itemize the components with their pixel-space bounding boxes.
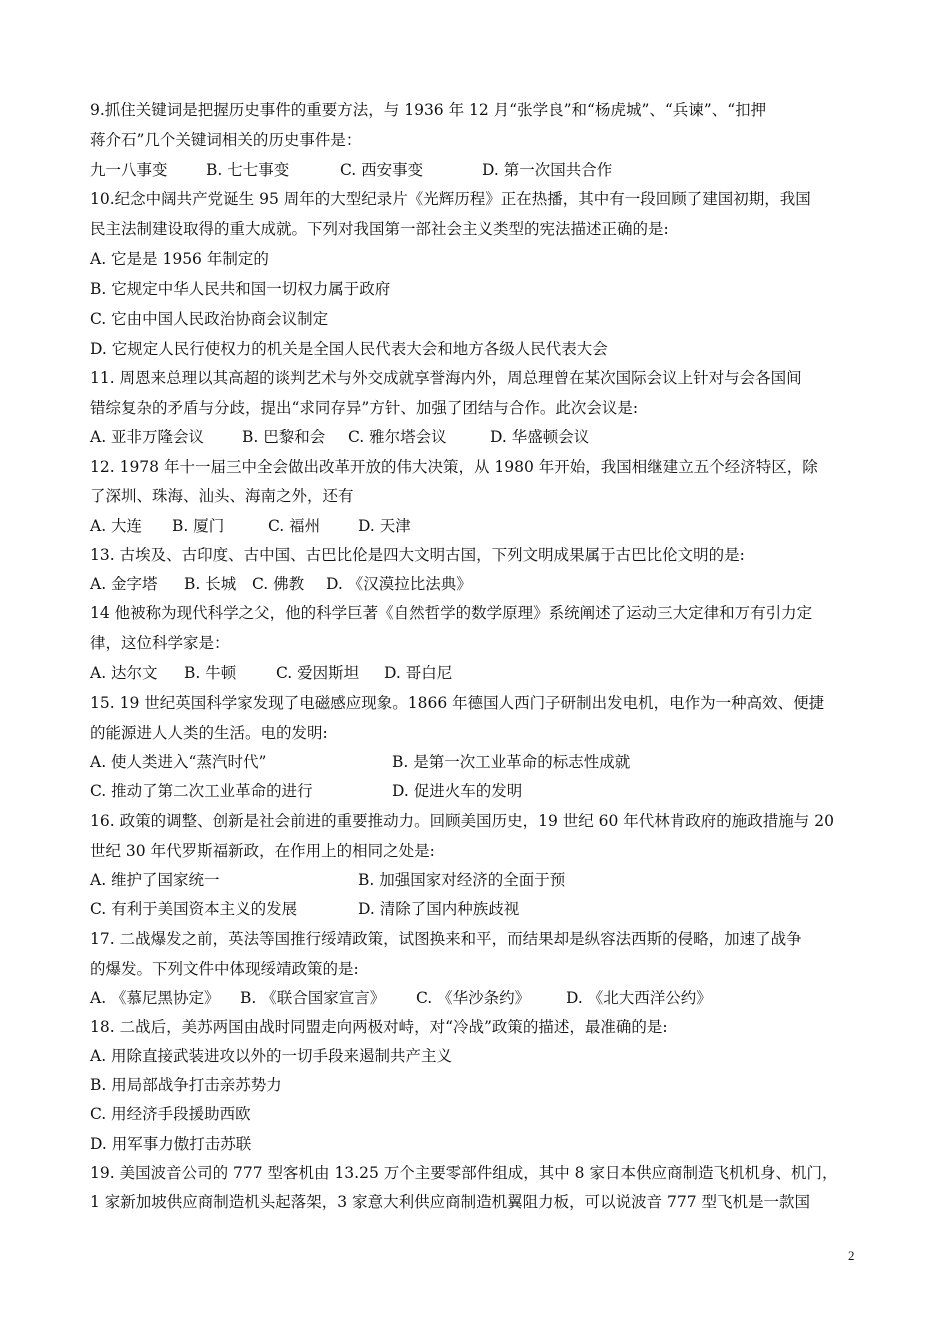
question-stem-line: 1 家新加坡供应商制造机头起落架，3 家意大利供应商制造机翼阻力板，可以说波音 777 型飞机是一款国 — [90, 1193, 811, 1211]
option: D. 天津 — [358, 517, 411, 535]
option: C. 《华沙条约》 — [416, 989, 531, 1007]
option: A. 《慕尼黑协定》 — [90, 989, 220, 1007]
option: 九一八事变 — [90, 161, 168, 179]
option: A. 用除直接武装进攻以外的一切手段来遏制共产主义 — [90, 1047, 453, 1065]
option: D. 清除了国内种族歧视 — [358, 900, 520, 918]
option: A. 亚非万隆会议 — [90, 428, 205, 446]
question-stem-line: 民主法制建设取得的重大成就。下列对我国第一部社会主义类型的宪法描述正确的是: — [90, 220, 669, 238]
option: C. 雅尔塔会议 — [348, 428, 447, 446]
option: A. 达尔文 — [90, 664, 158, 682]
option: A. 大连 — [90, 517, 143, 535]
question-stem-line: 14 他被称为现代科学之父，他的科学巨著《自然哲学的数学原理》系统阐述了运动三大定律和万有引力定 — [90, 604, 813, 622]
option: D. 它规定人民行使权力的机关是全国人民代表大会和地方各级人民代表大会 — [90, 340, 608, 358]
option: A. 金字塔 — [90, 575, 158, 593]
option: A. 维护了国家统一 — [90, 871, 220, 889]
option: B. 用局部战争打击亲苏势力 — [90, 1076, 282, 1094]
question-stem-line: 11. 周恩来总理以其高超的谈判艺术与外交成就享誉海内外，周总理曾在某次国际会议上针对与会各国间 — [90, 369, 802, 387]
question-stem-line: 律，这位科学家是： — [90, 634, 230, 652]
question-stem-line: 16. 政策的调整、创新是社会前进的重要推动力。回顾美国历史，19 世纪 60 年代林肯政府的施政措施与 20 — [90, 812, 834, 830]
option: D. 促进火车的发明 — [392, 782, 523, 800]
page-number: 2 — [848, 1248, 855, 1263]
question-stem-line: 蒋介石”几个关键词相关的历史事件是： — [90, 131, 362, 149]
option: A. 使人类进入“蒸汽时代” — [90, 753, 267, 771]
question-stem-line: 18. 二战后，美苏两国由战时同盟走向两极对峙，对“冷战”政策的描述，最准确的是: — [90, 1018, 668, 1036]
option: C. 有利于美国资本主义的发展 — [90, 900, 298, 918]
option: C. 推动了第二次工业革命的进行 — [90, 782, 313, 800]
option: C. 爱因斯坦 — [276, 664, 360, 682]
option: C. 它由中国人民政治协商会议制定 — [90, 310, 329, 328]
option: B. 长城 — [184, 575, 237, 593]
option: D. 用军事力傲打击苏联 — [90, 1135, 252, 1153]
option: D. 《北大西洋公约》 — [566, 989, 712, 1007]
question-stem-line: 的能源进人人类的生活。电的发明: — [90, 724, 328, 742]
question-stem-line: 的爆发。下列文件中体现绥靖政策的是: — [90, 960, 359, 978]
question-stem-line: 15. 19 世纪英国科学家发现了电磁感应现象。1866 年德国人西门子研制出发电机，电作为一种高效、便捷 — [90, 694, 825, 712]
option: C. 福州 — [268, 517, 321, 535]
option: B. 巴黎和会 — [242, 428, 326, 446]
question-stem-line: 19. 美国波音公司的 777 型客机由 13.25 万个主要零部件组成，其中 8 家日本供应商制造飞机机身、机门， — [90, 1164, 838, 1182]
option: B. 它规定中华人民共和国一切权力属于政府 — [90, 280, 391, 298]
question-stem-line: 错综复杂的矛盾与分歧，提出“求同存异”方针、加强了团结与合作。此次会议是: — [90, 399, 639, 417]
option: B. 是第一次工业革命的标志性成就 — [392, 753, 631, 771]
option: C. 用经济手段援助西欧 — [90, 1105, 251, 1123]
question-stem-line: 9.抓住关键词是把握历史事件的重要方法，与 1936 年 12 月“张学良”和“杨虎城”、“兵谏”、“扣押 — [90, 101, 767, 119]
option: C. 佛教 — [252, 575, 305, 593]
question-stem-line: 12. 1978 年十一届三中全会做出改革开放的伟大决策，从 1980 年开始，我国相继建立五个经济特区，除 — [90, 458, 818, 476]
option: B. 七七事变 — [206, 161, 290, 179]
question-stem-line: 了深圳、珠海、汕头、海南之外，还有 — [90, 487, 354, 505]
question-stem-line: 世纪 30 年代罗斯福新政，在作用上的相同之处是: — [90, 842, 435, 860]
option: C. 西安事变 — [340, 161, 424, 179]
option: D. 第一次国共合作 — [482, 161, 613, 179]
option: D. 哥白尼 — [384, 664, 453, 682]
option: B. 牛顿 — [184, 664, 237, 682]
option: B. 厦门 — [172, 517, 225, 535]
question-stem-line: 13. 古埃及、古印度、古中国、古巴比伦是四大文明古国，下列文明成果属于古巴比伦文明的是: — [90, 546, 745, 564]
option: D. 《汉漠拉比法典》 — [326, 575, 472, 593]
option: A. 它是是 1956 年制定的 — [90, 250, 269, 268]
question-stem-line: 10.纪念中阔共产党诞生 95 周年的大型纪录片《光辉历程》正在热播，其中有一段回顾了建国初期，我国 — [90, 190, 811, 208]
option: B. 加强国家对经济的全面于预 — [358, 871, 566, 889]
option: B. 《联合国家宣言》 — [240, 989, 386, 1007]
question-stem-line: 17. 二战爆发之前，英法等国推行绥靖政策，试图换来和平，而结果却是纵容法西斯的侵略，加速了战争 — [90, 930, 802, 948]
option: D. 华盛顿会议 — [490, 428, 590, 446]
